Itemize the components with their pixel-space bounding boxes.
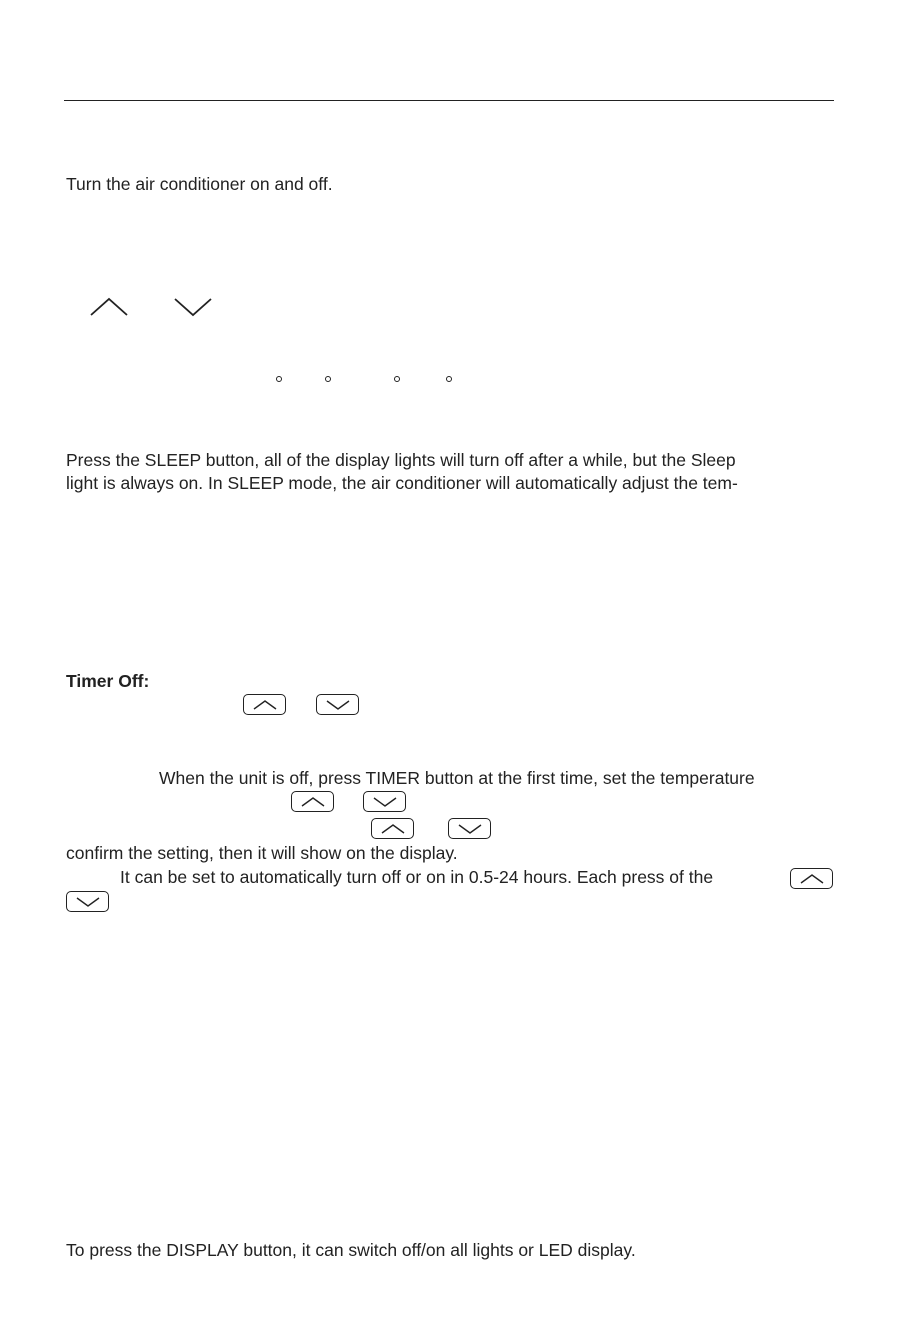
chevron-up-icon — [381, 824, 405, 834]
degree-symbol-icon — [325, 376, 331, 382]
power-description: Turn the air conditioner on and off. — [66, 174, 333, 194]
down-button-icon — [66, 891, 109, 912]
chevron-down-icon — [76, 897, 100, 907]
chevron-down-icon — [458, 824, 482, 834]
chevron-up-icon — [89, 297, 129, 317]
up-button-icon — [243, 694, 286, 715]
chevron-down-icon — [373, 797, 397, 807]
degree-symbol-icon — [276, 376, 282, 382]
timer-on-line-3: It can be set to automatically turn off or on in 0.5-24 hours. Each press of the — [120, 867, 714, 887]
sleep-description-line-2: light is always on. In SLEEP mode, the air conditioner will automatically adjust the tem- — [66, 473, 738, 493]
down-button-icon — [316, 694, 359, 715]
up-button-icon — [790, 868, 833, 889]
up-button-icon — [291, 791, 334, 812]
chevron-down-icon — [326, 700, 350, 710]
up-button-icon — [371, 818, 414, 839]
down-button-icon — [363, 791, 406, 812]
down-button-icon — [448, 818, 491, 839]
chevron-down-icon — [173, 297, 213, 317]
timer-on-line-1: When the unit is off, press TIMER button at the first time, set the temperature — [159, 768, 755, 788]
timer-off-label: Timer Off: — [66, 671, 150, 691]
chevron-up-icon — [253, 700, 277, 710]
sleep-description-line-1: Press the SLEEP button, all of the display lights will turn off after a while, but the Sleep — [66, 450, 736, 470]
degree-symbol-icon — [446, 376, 452, 382]
display-description: To press the DISPLAY button, it can switch off/on all lights or LED display. — [66, 1240, 636, 1260]
chevron-up-icon — [800, 874, 824, 884]
chevron-up-icon — [301, 797, 325, 807]
header-rule — [64, 100, 834, 101]
degree-symbol-icon — [394, 376, 400, 382]
timer-on-line-2: confirm the setting, then it will show on the display. — [66, 843, 458, 863]
